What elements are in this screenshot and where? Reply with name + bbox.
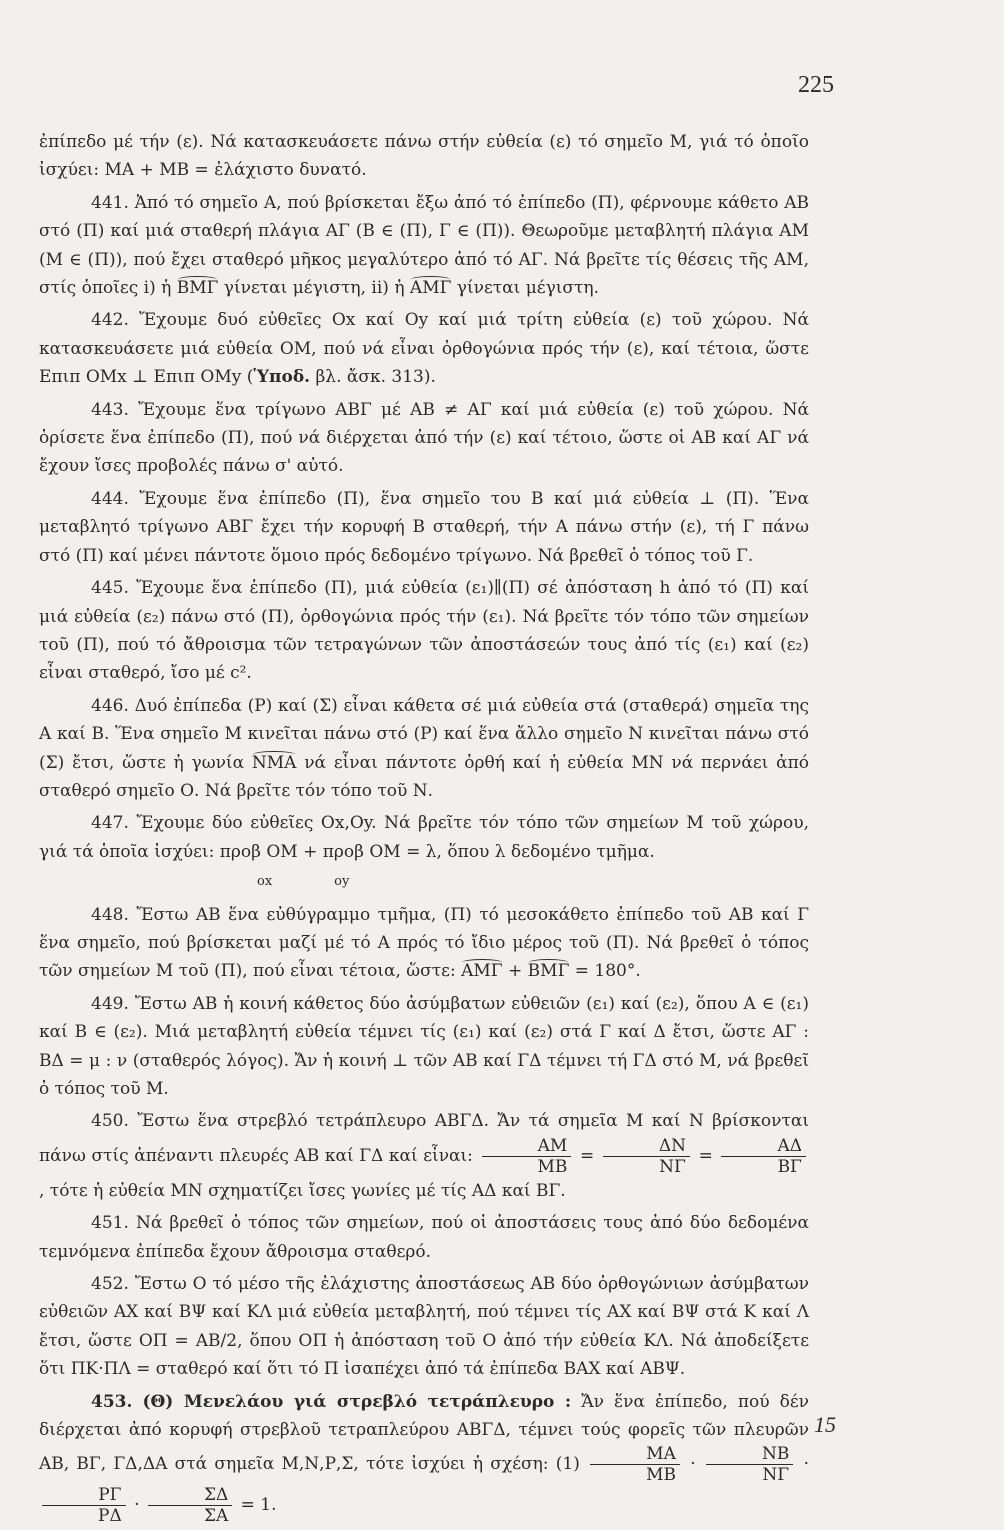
denominator: ΡΔ bbox=[98, 1506, 122, 1527]
denominator: ΒΓ bbox=[777, 1156, 802, 1177]
numerator: ΑΜ bbox=[482, 1136, 572, 1157]
fraction bbox=[721, 1136, 806, 1177]
denominator: ΝΓ bbox=[659, 1156, 686, 1177]
exercise-number: 453. bbox=[91, 1391, 133, 1412]
text: ἐπίπεδο μέ τήν (ε). Νά κατασκευάσετε πάνω στήν εὐθεία (ε) τό σημεῖο Μ, γιά τό ὁποῖο ἰσχύει: ΜΑ + ΜΒ = ἐλάχιστο δυνατό. bbox=[39, 132, 809, 181]
exercise-450: 450. Ἔστω ἕνα στρεβλό τετράπλευρο ΑΒΓΔ. Ἄν τά σημεῖα Μ καί Ν βρίσκονται πάνω στίς ἀπέναντι πλευρές ΑΒ καί ΓΔ καί εἶναι: $\frac{AM}{MB}$ = $\frac{\Delta N}{N\Gamma}$ = $\frac{A\Delta}{B\Gamma}$ , τότε ἡ εὐθεία ΜΝ σχηματίζει ἴσες γωνίες μέ τίς ΑΔ καί ΒΓ. bbox=[39, 1111, 810, 1201]
fraction bbox=[590, 1444, 680, 1485]
exercise-number: 452. bbox=[91, 1274, 129, 1295]
text: = 180°. bbox=[569, 961, 641, 982]
exercise-number: 445. bbox=[91, 578, 129, 599]
exercise-442 bbox=[39, 306, 809, 391]
text: Δυό ἐπίπεδα (Ρ) καί (Σ) εἶναι κάθετα σέ μιά εὐθεία στά (σταθερά) σημεῖα της Α καί Β. Ἕνα σημεῖο Μ κινεῖται πάνω στό (Ρ) καί ἕνα ἄλλο σημεῖο Ν κινεῖται πάνω στό (Σ) ἔτσι, ὥστε ἡ γωνία bbox=[39, 695, 810, 773]
exercise-number: 444. bbox=[91, 488, 129, 509]
denominator: ΜΒ bbox=[537, 1156, 568, 1177]
angle-symbol: ΒΜΓ bbox=[527, 961, 570, 982]
exercise-453: 453. (Θ) Μενελάου γιά στρεβλό τετράπλευρο : Ἄν ἕνα ἐπίπεδο, πού δέν διέρχεται ἀπό κορυφή στρεβλοῦ τετραπλεύρου ΑΒΓΔ, τέμνει τούς φορεῖς τῶν πλευρῶν ΑΒ, ΒΓ, ΓΔ,ΔΑ στά σημεῖα Μ,Ν,Ρ,Σ, τότε ἰσχύει ἡ σχέση: (1) $\frac{MA}{MB}$ · $\frac{NB}{N\Gamma}$ · $\frac{P\Gamma}{P\Delta}$ · $\frac{\Sigma\Delta}{\Sigma A}$ = 1. bbox=[39, 1391, 810, 1527]
exercise-number: 447. bbox=[91, 813, 129, 834]
hint-label: Ὑποδ. bbox=[253, 367, 311, 388]
text: γίνεται μέγιστη. bbox=[451, 278, 600, 299]
text: Ἔχουμε δυό εὐθεῖες Οx καί Οy καί μιά τρίτη εὐθεία (ε) τοῦ χώρου. Νά κατασκευάσετε μιά εὐθεία ΟΜ, πού νά εἶναι ὀρθογώνια πρός τήν (ε), καί τέτοια, ὥστε Επιπ ΟΜx ⊥ Επιπ ΟΜy ( bbox=[39, 310, 810, 388]
angle-symbol: ΒΜΓ bbox=[176, 278, 219, 299]
denominator: ΝΓ bbox=[762, 1465, 789, 1486]
page-number: 225 bbox=[798, 72, 834, 98]
text: Ἄν ἕνα ἐπίπεδο, πού δέν διέρχεται ἀπό κορυφή στρεβλοῦ τετραπλεύρου ΑΒΓΔ, τέμνει τούς φορεῖς τῶν πλευρῶν ΑΒ, ΒΓ, ΓΔ,ΔΑ στά σημεῖα Μ,Ν,Ρ,Σ, τότε ἰσχύει ἡ σχέση: (1) bbox=[39, 1391, 809, 1475]
angle-symbol: ΑΜΓ bbox=[461, 961, 503, 982]
exercise-452 bbox=[39, 1270, 809, 1384]
text: Ἔχουμε δύο εὐθεῖες Οx,Οy. Νά βρεῖτε τόν τόπο τῶν σημείων Μ τοῦ χώρου, γιά τά ὁποῖα ἰσχύει: προβ ΟΜ + προβ ΟΜ = λ, ὅπου λ δεδομένο τμῆμα. bbox=[39, 813, 809, 862]
numerator: ΣΔ bbox=[148, 1485, 232, 1506]
numerator: ΜΑ bbox=[590, 1444, 680, 1465]
exercise-number: 450. bbox=[91, 1111, 129, 1132]
text: Ἔστω ΑΒ ἡ κοινή κάθετος δύο ἀσύμβατων εὐθειῶν (ε₁) καί (ε₂), ὅπου Α ∈ (ε₁) καί Β ∈ (ε₂). Μιά μεταβλητή εὐθεία τέμνει τίς (ε₁) καί (ε₂) στά Γ καί Δ ἔτσι, ὥστε ΑΓ : ΒΔ = μ : ν (σταθερός λόγος). Ἄν ἡ κοινή ⊥ τῶν ΑΒ καί ΓΔ τέμνει τή ΓΔ στό Μ, νά βρεθεῖ ὁ τόπος τοῦ Μ. bbox=[39, 993, 810, 1099]
subscript-ox: οx bbox=[257, 874, 273, 890]
text: Νά βρεθεῖ ὁ τόπος τῶν σημείων, πού οἱ ἀποστάσεις τους ἀπό δύο δεδομένα τεμνόμενα ἐπίπεδα ἔχουν ἄθροισμα σταθερό. bbox=[39, 1213, 809, 1262]
subscript-oy: οy bbox=[334, 874, 350, 890]
numerator: ΔΝ bbox=[603, 1136, 690, 1157]
numerator: ΡΓ bbox=[42, 1485, 126, 1506]
fraction bbox=[42, 1485, 126, 1526]
text: βλ. ἄσκ. 313). bbox=[310, 367, 436, 388]
fraction bbox=[148, 1485, 232, 1526]
exercise-number: 448. bbox=[91, 904, 129, 925]
exercise-447 bbox=[39, 809, 809, 896]
exercise-number: 451. bbox=[91, 1213, 129, 1234]
text: Ἔχουμε ἕνα τρίγωνο ΑΒΓ μέ ΑΒ ≠ ΑΓ καί μιά εὐθεία (ε) τοῦ χώρου. Νά ὁρίσετε ἕνα ἐπίπεδο (Π), πού νά διέρχεται ἀπό τήν (ε) καί τέτοιο, ὥστε οἱ ΑΒ καί ΑΓ νά ἔχουν ἴσες προβολές πάνω σ' αὐτό. bbox=[39, 399, 810, 477]
exercise-number: 446. bbox=[91, 695, 129, 716]
exercise-number: 449. bbox=[91, 993, 129, 1014]
signature-number: 15 bbox=[814, 1412, 836, 1437]
text: = 1. bbox=[235, 1495, 277, 1516]
fraction bbox=[482, 1136, 572, 1177]
exercise-443 bbox=[39, 396, 809, 481]
denominator: ΣΑ bbox=[203, 1506, 229, 1527]
paragraph-intro bbox=[39, 128, 809, 185]
numerator: ΑΔ bbox=[721, 1136, 806, 1157]
text: Ἀπό τό σημεῖο Α, πού βρίσκεται ἔξω ἀπό τό ἐπίπεδο (Π), φέρνουμε κάθετο ΑΒ στό (Π) καί μιά σταθερή πλάγια ΑΓ (Β ∈ (Π), Γ ∈ (Π)). Θεωροῦμε μεταβλητή πλάγια ΑΜ (Μ ∈ (Π)), πού ἔχει σταθερό μῆκος μεγαλύτερο ἀπό τό ΑΓ. Νά βρεῖτε τίς θέσεις τῆς ΑΜ, στίς ὁποῖες i) ἡ bbox=[39, 192, 810, 299]
text: Ἔστω Ο τό μέσο τῆς ἐλάχιστης ἀποστάσεως ΑΒ δύο ὀρθογώνιων ἀσύμβατων εὐθειῶν ΑΧ καί ΒΨ καί ΚΛ μιά εὐθεία μεταβλητή, πού τέμνει τίς ΑΧ καί ΒΨ στά Κ καί Λ ἔτσι, ὥστε ΟΠ = ΑΒ/2, ὅπου ΟΠ ἡ ἀπόσταση τοῦ Ο ἀπό τήν εὐθεία ΚΛ. Νά ἀποδείξετε ὅτι ΠΚ·ΠΛ = σταθερό καί ὅτι τό Π ἰσαπέχει ἀπό τά ἐπίπεδα ΒΑΧ καί ΑΒΨ. bbox=[39, 1274, 809, 1380]
text: Ἔχουμε ἕνα ἐπίπεδο (Π), μιά εὐθεία (ε₁)∥(Π) σέ ἀπόσταση h ἀπό τό (Π) καί μιά εὐθεία (ε₂) πάνω στό (Π), ὀρθογώνια πρός τήν (ε₁). Νά βρεῖτε τόν τόπο τῶν σημείων τοῦ (Π), πού τό ἄθροισμα τῶν τετραγώνων τῶν ἀποστάσεών τους ἀπό τίς (ε₁) καί (ε₂) εἶναι σταθερό, ἴσο μέ c². bbox=[39, 578, 809, 684]
fraction bbox=[706, 1444, 793, 1485]
text: + bbox=[502, 961, 528, 982]
angle-symbol: ΑΜΓ bbox=[409, 278, 452, 299]
exercise-444 bbox=[39, 485, 809, 570]
exercise-449 bbox=[39, 990, 809, 1104]
text: Ἔστω ἕνα στρεβλό τετράπλευρο ΑΒΓΔ. Ἄν τά σημεῖα Μ καί Ν βρίσκονται πάνω στίς ἀπέναντι πλευρές ΑΒ καί ΓΔ καί εἶναι: bbox=[39, 1111, 810, 1166]
exercise-text bbox=[39, 128, 809, 1530]
theorem-title: (Θ) Μενελάου γιά στρεβλό τετράπλευρο : bbox=[142, 1391, 572, 1412]
exercise-number: 443. bbox=[91, 399, 129, 420]
text: Ἔχουμε ἕνα ἐπίπεδο (Π), ἕνα σημεῖο του Β καί μιά εὐθεία ⊥ (Π). Ἕνα μεταβλητό τρίγωνο ΑΒΓ ἔχει τήν κορυφή Β σταθερή, τήν Α πάνω στήν (ε), τή Γ πάνω στό (Π) καί μένει πάντοτε ὅμοιο πρός δεδομένο τρίγωνο. Νά βρεθεῖ ὁ τόπος τοῦ Γ. bbox=[39, 488, 810, 566]
exercise-451 bbox=[39, 1209, 809, 1266]
exercise-445 bbox=[39, 574, 809, 688]
exercise-448 bbox=[39, 901, 809, 986]
denominator: ΜΒ bbox=[646, 1465, 677, 1486]
text: νά εἶναι πάντοτε ὀρθή καί ἡ εὐθεία ΜΝ νά περνάει ἀπό σταθερό σημεῖο Ο. Νά βρεῖτε τόν τόπο τοῦ Ν. bbox=[39, 752, 809, 801]
projection-subscripts bbox=[39, 874, 349, 889]
text: , τότε ἡ εὐθεία ΜΝ σχηματίζει ἴσες γωνίες μέ τίς ΑΔ καί ΒΓ. bbox=[39, 1180, 566, 1201]
numerator: ΝΒ bbox=[706, 1444, 793, 1465]
exercise-number: 442. bbox=[91, 310, 129, 331]
text: Ἔστω ΑΒ ἕνα εὐθύγραμμο τμῆμα, (Π) τό μεσοκάθετο ἐπίπεδο τοῦ ΑΒ καί Γ ἕνα σημεῖο, πού βρίσκεται μαζί μέ τό Α πρός τό ἴδιο μέρος τοῦ (Π). Νά βρεθεῖ ὁ τόπος τῶν σημείων Μ τοῦ (Π), πού εἶναι τέτοια, ὥστε: bbox=[39, 904, 809, 982]
angle-symbol: ΝΜΑ bbox=[251, 752, 297, 773]
exercise-number: 441. bbox=[91, 192, 129, 213]
text: γίνεται μέγιστη, ii) ἡ bbox=[218, 278, 410, 299]
fraction bbox=[603, 1136, 690, 1177]
exercise-441 bbox=[39, 189, 809, 303]
exercise-446 bbox=[39, 692, 809, 806]
